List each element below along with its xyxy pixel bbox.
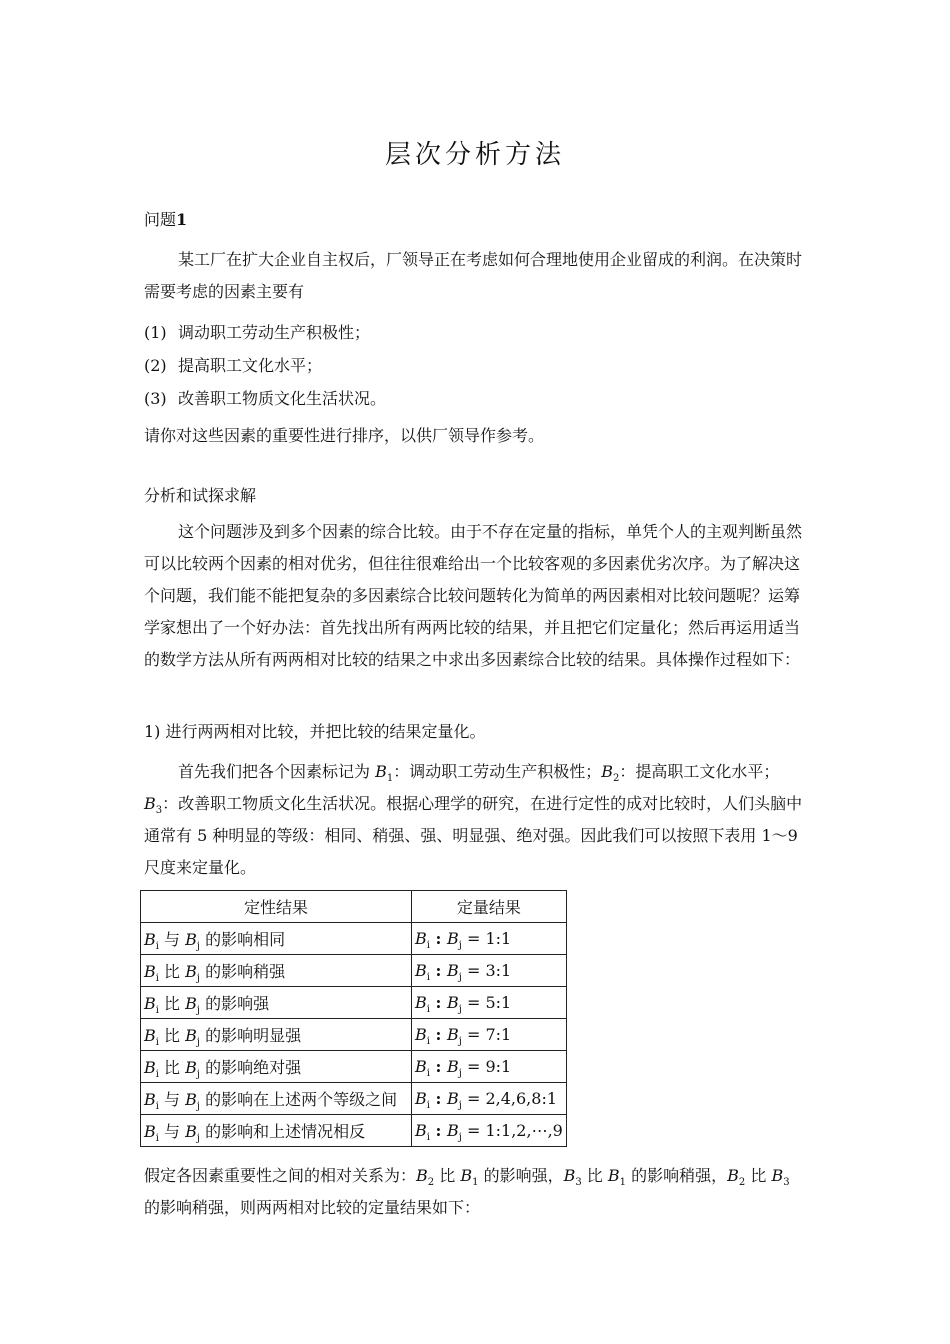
subscript: i	[155, 941, 159, 953]
text-run: 比	[581, 1166, 608, 1185]
list-item	[144, 382, 810, 415]
relation-text: 的影响稍强	[200, 962, 286, 981]
problem-heading	[144, 204, 810, 236]
problem-number: 1	[176, 210, 188, 229]
ratio-value: = 9:1	[461, 1057, 512, 1076]
list-item	[144, 349, 810, 382]
ratio-colon: :	[429, 1089, 448, 1108]
ratio-value: = 1:1	[461, 929, 512, 948]
table-row	[141, 987, 567, 1019]
variable-b: B	[415, 1025, 427, 1044]
text-run: ：改善职工物质文化生活状况。根据心理学的研究，在进行定性的成对比较时，人们头脑中通常有 5 种明显的等级：相同、稍强、强、明显强、绝对强。因此我们可以按照下表用 1～9 尺度来定量化。	[144, 794, 803, 877]
problem-intro: 某工厂在扩大企业自主权后，厂领导正在考虑如何合理地使用企业留成的利润。在决策时需要考虑的因素主要有	[144, 250, 803, 301]
table-row	[141, 1115, 567, 1147]
variable-b: B	[771, 1166, 784, 1185]
variable-b: B	[415, 993, 427, 1012]
variable-b: B	[144, 1026, 156, 1045]
relation-text: 的影响绝对强	[200, 1058, 302, 1077]
text-run: 比	[745, 1166, 772, 1185]
list-item	[144, 316, 810, 349]
relation-text: 的影响相同	[200, 930, 286, 949]
relation-word: 比	[158, 1026, 186, 1045]
list-item-number: (1)	[144, 323, 167, 342]
variable-b: B	[563, 1166, 576, 1185]
subscript: j	[196, 1005, 201, 1017]
relation-word: 比	[158, 962, 186, 981]
page-title: 层次分析方法	[384, 140, 565, 170]
variable-b: B	[727, 1166, 739, 1185]
variable-b: B	[447, 993, 459, 1012]
column-header: 定性结果	[141, 891, 412, 923]
variable-b: B	[144, 794, 156, 813]
problem-heading-label: 问题	[144, 210, 177, 229]
scale-table	[140, 890, 567, 1147]
subscript: 2	[613, 773, 620, 785]
variable-b: B	[144, 994, 156, 1013]
variable-b: B	[447, 1025, 459, 1044]
text-run: ：调动职工劳动生产积极性；	[393, 762, 602, 781]
ratio-value: = 3:1	[461, 961, 512, 980]
ratio-value: = 7:1	[461, 1025, 512, 1044]
variable-b: B	[185, 1058, 197, 1077]
relation-text: 的影响明显强	[200, 1026, 302, 1045]
ratio-value: = 5:1	[461, 993, 512, 1012]
text-run: 的影响稍强，	[626, 1166, 728, 1185]
quantitative-cell	[412, 955, 567, 987]
qualitative-cell	[141, 923, 412, 955]
relation-word: 比	[158, 1058, 186, 1077]
variable-b: B	[447, 961, 459, 980]
subscript: 2	[738, 1177, 746, 1189]
subscript: 3	[575, 1177, 582, 1189]
subscript: i	[426, 1004, 430, 1016]
variable-b: B	[447, 929, 459, 948]
subscript: j	[196, 973, 201, 985]
variable-b: B	[415, 1057, 427, 1076]
variable-b: B	[415, 961, 427, 980]
variable-b: B	[447, 1121, 459, 1140]
subscript: i	[426, 940, 430, 952]
table-header-row	[141, 891, 567, 923]
subscript: i	[426, 1132, 430, 1144]
subscript: i	[426, 1068, 430, 1080]
relative-importance-paragraph	[144, 1160, 810, 1224]
variable-b: B	[601, 762, 614, 781]
variable-b: B	[185, 962, 197, 981]
subscript: j	[458, 1036, 462, 1048]
subscript: j	[458, 940, 462, 952]
factor-list	[144, 316, 810, 415]
subscript: i	[426, 1100, 430, 1112]
subscript: j	[196, 1069, 201, 1081]
relation-word: 与	[158, 1122, 186, 1141]
quantitative-cell	[412, 1051, 567, 1083]
subscript: i	[155, 1005, 159, 1017]
ratio-colon: :	[429, 961, 448, 980]
variable-b: B	[415, 1089, 427, 1108]
variable-b: B	[460, 1166, 473, 1185]
text-run: 首先我们把各个因素标记为	[178, 762, 376, 781]
text-run: ：提高职工文化水平；	[619, 762, 780, 781]
quantitative-cell	[412, 923, 567, 955]
analysis-heading: 分析和试探求解	[144, 486, 257, 505]
variable-b: B	[144, 1090, 156, 1109]
ratio-value: = 2,4,6,8:1	[461, 1089, 558, 1108]
subscript: j	[458, 1004, 462, 1016]
variable-b: B	[185, 1026, 197, 1045]
variable-b: B	[185, 1122, 197, 1141]
subscript: j	[458, 1100, 462, 1112]
request-text: 请你对这些因素的重要性进行排序，以供厂领导作参考。	[144, 426, 545, 445]
subscript: i	[155, 1037, 159, 1049]
variable-b: B	[607, 1166, 620, 1185]
ratio-colon: :	[429, 1057, 448, 1076]
text-run: 的影响稍强，则两两相对比较的定量结果如下：	[144, 1198, 481, 1217]
qualitative-cell	[141, 987, 412, 1019]
subscript: i	[155, 1101, 159, 1113]
variable-b: B	[415, 1121, 427, 1140]
subscript: i	[155, 973, 159, 985]
variable-b: B	[416, 1166, 428, 1185]
subscript: 3	[783, 1177, 790, 1189]
list-item-number: (2)	[144, 356, 167, 375]
subscript: 3	[155, 805, 163, 817]
variable-b: B	[375, 762, 387, 781]
relation-word: 与	[158, 930, 186, 949]
ratio-colon: :	[429, 929, 448, 948]
quantitative-cell	[412, 987, 567, 1019]
relation-word: 与	[158, 1090, 186, 1109]
subscript: 1	[619, 1177, 627, 1189]
table-row	[141, 1051, 567, 1083]
relation-text: 的影响在上述两个等级之间	[200, 1090, 398, 1109]
qualitative-cell	[141, 1051, 412, 1083]
subscript: 2	[427, 1177, 435, 1189]
subscript: 1	[386, 773, 394, 785]
relation-text: 的影响和上述情况相反	[200, 1122, 366, 1141]
subscript: j	[458, 1068, 462, 1080]
subscript: i	[155, 1133, 159, 1145]
variable-b: B	[185, 1090, 197, 1109]
variable-b: B	[144, 1122, 156, 1141]
subscript: i	[426, 972, 430, 984]
table-row	[141, 955, 567, 987]
subscript: j	[196, 1101, 201, 1113]
qualitative-cell	[141, 1083, 412, 1115]
variable-b: B	[144, 930, 156, 949]
text-run: 的影响强，	[478, 1166, 564, 1185]
subscript: i	[155, 1069, 159, 1081]
list-item-number: (3)	[144, 389, 167, 408]
qualitative-cell	[141, 1115, 412, 1147]
qualitative-cell	[141, 955, 412, 987]
list-item-text: 调动职工劳动生产积极性；	[178, 323, 371, 342]
list-item-text: 改善职工物质文化生活状况。	[178, 389, 387, 408]
variable-b: B	[185, 994, 197, 1013]
subscript: i	[426, 1036, 430, 1048]
text-run: 假定各因素重要性之间的相对关系为：	[144, 1166, 417, 1185]
relation-text: 的影响强	[200, 994, 270, 1013]
table-row	[141, 923, 567, 955]
qualitative-cell	[141, 1019, 412, 1051]
column-header: 定量结果	[412, 891, 567, 923]
subscript: 1	[472, 1177, 479, 1189]
ratio-colon: :	[429, 1025, 448, 1044]
step-1: 1) 进行两两相对比较，并把比较的结果定量化。	[144, 722, 486, 741]
subscript: j	[196, 1133, 201, 1145]
subscript: j	[458, 1132, 462, 1144]
table-row	[141, 1083, 567, 1115]
variable-b: B	[144, 1058, 156, 1077]
quantitative-cell	[412, 1019, 567, 1051]
subscript: j	[458, 972, 462, 984]
table-row	[141, 1019, 567, 1051]
variable-b: B	[144, 962, 156, 981]
variable-b: B	[415, 929, 427, 948]
quantitative-cell	[412, 1083, 567, 1115]
variable-b: B	[447, 1089, 459, 1108]
variable-b: B	[447, 1057, 459, 1076]
subscript: j	[196, 1037, 201, 1049]
list-item-text: 提高职工文化水平；	[178, 356, 323, 375]
ratio-colon: :	[429, 1121, 448, 1140]
text-run: 比	[434, 1166, 461, 1185]
analysis-paragraph: 这个问题涉及到多个因素的综合比较。由于不存在定量的指标，单凭个人的主观判断虽然可以比较两个因素的相对优劣，但往往很难给出一个比较客观的多因素优劣次序。为了解决这个问题，我们能不能把复杂的多因素综合比较问题转化为简单的两因素相对比较问题呢？运筹学家想出了一个好办法：首先找出所有两两比较的结果，并且把它们定量化；然后再运用适当的数学方法从所有两两相对比较的结果之中求出多因素综合比较的结果。具体操作过程如下：	[144, 522, 803, 669]
factor-labeling-paragraph	[144, 756, 810, 884]
subscript: j	[196, 941, 201, 953]
ratio-value: = 1:1,2,⋯,9	[461, 1121, 563, 1140]
ratio-colon: :	[429, 993, 448, 1012]
variable-b: B	[185, 930, 197, 949]
relation-word: 比	[158, 994, 186, 1013]
quantitative-cell	[412, 1115, 567, 1147]
